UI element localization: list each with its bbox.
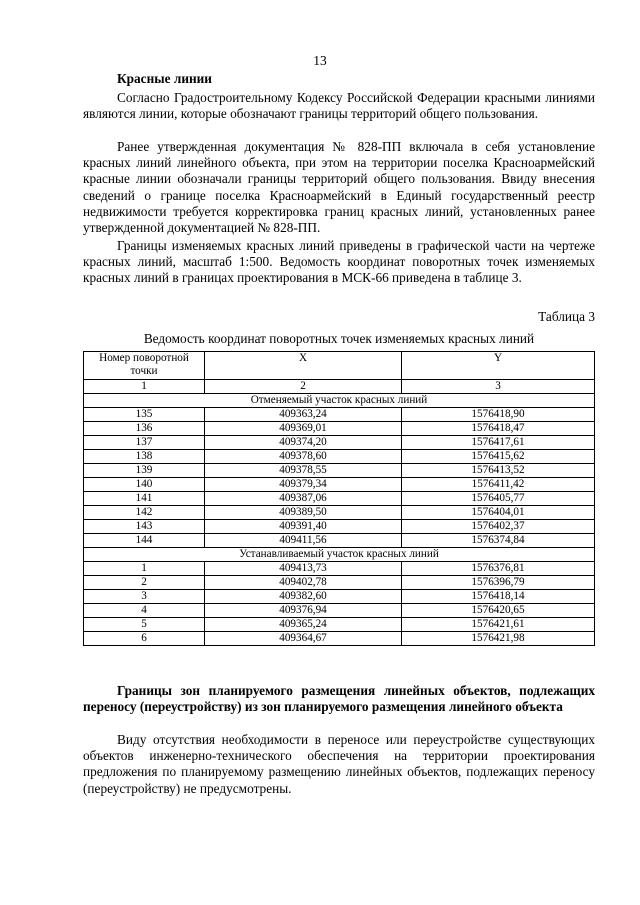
header-point-number: Номер поворотной точки bbox=[84, 352, 205, 380]
point-cell: 143 bbox=[84, 520, 205, 534]
table-row bbox=[84, 478, 595, 492]
x-cell: 409363,24 bbox=[205, 408, 402, 422]
coordinates-table bbox=[83, 351, 595, 646]
point-cell: 6 bbox=[84, 632, 205, 646]
point-cell: 3 bbox=[84, 590, 205, 604]
y-cell: 1576418,90 bbox=[402, 408, 595, 422]
x-cell: 409382,60 bbox=[205, 590, 402, 604]
point-cell: 1 bbox=[84, 562, 205, 576]
table-row bbox=[84, 618, 595, 632]
y-cell: 1576421,98 bbox=[402, 632, 595, 646]
x-cell: 409379,34 bbox=[205, 478, 402, 492]
x-cell: 409374,20 bbox=[205, 436, 402, 450]
col-number-3: 3 bbox=[402, 380, 595, 394]
x-cell: 409411,56 bbox=[205, 534, 402, 548]
x-cell: 409376,94 bbox=[205, 604, 402, 618]
point-cell: 138 bbox=[84, 450, 205, 464]
point-cell: 136 bbox=[84, 422, 205, 436]
y-cell: 1576415,62 bbox=[402, 450, 595, 464]
x-cell: 409369,01 bbox=[205, 422, 402, 436]
section-heading-red-lines: Красные линии bbox=[117, 71, 212, 86]
group-row-cancelled bbox=[84, 394, 595, 408]
point-cell: 2 bbox=[84, 576, 205, 590]
point-cell: 135 bbox=[84, 408, 205, 422]
table-row bbox=[84, 520, 595, 534]
table-label: Таблица 3 bbox=[538, 309, 595, 324]
y-cell: 1576413,52 bbox=[402, 464, 595, 478]
point-cell: 5 bbox=[84, 618, 205, 632]
y-cell: 1576404,01 bbox=[402, 506, 595, 520]
point-cell: 4 bbox=[84, 604, 205, 618]
table-row bbox=[84, 464, 595, 478]
point-cell: 137 bbox=[84, 436, 205, 450]
table-row bbox=[84, 436, 595, 450]
paragraph-3: Границы изменяемых красных линий приведены в графической части на чертеже красных линий, масштаб 1:500. Ведомость координат поворотных точек изменяемых красных линий в границах проектирования в МСК-66 приведена в таблице 3. bbox=[83, 238, 595, 286]
table-row bbox=[84, 576, 595, 590]
group-title-established: Устанавливаемый участок красных линий bbox=[84, 548, 595, 562]
y-cell: 1576417,61 bbox=[402, 436, 595, 450]
point-cell: 142 bbox=[84, 506, 205, 520]
y-cell: 1576374,84 bbox=[402, 534, 595, 548]
y-cell: 1576421,61 bbox=[402, 618, 595, 632]
table-row bbox=[84, 450, 595, 464]
x-cell: 409391,40 bbox=[205, 520, 402, 534]
point-cell: 139 bbox=[84, 464, 205, 478]
section-heading-relocation: Границы зон планируемого размещения линейных объектов, подлежащих переносу (переустройству) из зон планируемого размещения линейного объекта bbox=[83, 683, 595, 715]
table-row bbox=[84, 562, 595, 576]
column-number-row bbox=[84, 380, 595, 394]
point-cell: 141 bbox=[84, 492, 205, 506]
paragraph-4: Виду отсутствия необходимости в переносе или переустройстве существующих объектов инженерно-технического обеспечения на территории проектирования предложения по планируемому размещению линейных объектов, подлежащих переносу (переустройству) не предусмотрены. bbox=[83, 732, 595, 796]
col-number-2: 2 bbox=[205, 380, 402, 394]
table-row bbox=[84, 590, 595, 604]
table-row bbox=[84, 506, 595, 520]
page-number: 13 bbox=[313, 53, 327, 68]
table-row bbox=[84, 422, 595, 436]
table-row bbox=[84, 408, 595, 422]
table-row bbox=[84, 604, 595, 618]
x-cell: 409402,78 bbox=[205, 576, 402, 590]
y-cell: 1576418,14 bbox=[402, 590, 595, 604]
y-cell: 1576402,37 bbox=[402, 520, 595, 534]
group-row-established bbox=[84, 548, 595, 562]
header-y: Y bbox=[402, 352, 595, 380]
x-cell: 409364,67 bbox=[205, 632, 402, 646]
x-cell: 409378,60 bbox=[205, 450, 402, 464]
y-cell: 1576418,47 bbox=[402, 422, 595, 436]
point-cell: 140 bbox=[84, 478, 205, 492]
x-cell: 409389,50 bbox=[205, 506, 402, 520]
header-x: X bbox=[205, 352, 402, 380]
point-cell: 144 bbox=[84, 534, 205, 548]
table-title: Ведомость координат поворотных точек изменяемых красных линий bbox=[143, 331, 535, 346]
col-number-1: 1 bbox=[84, 380, 205, 394]
y-cell: 1576411,42 bbox=[402, 478, 595, 492]
paragraph-2: Ранее утвержденная документация № 828-ПП включала в себя установление красных линий линейного объекта, при этом на территории поселка Красноармейский красные линии обозначали границы территорий общего пользования. Ввиду внесения сведений о границе поселка Красноармейский в Единый государственный реестр недвижимости требуется корректировка границ красных линий, установленных ранее утвержденной документацией № 828-ПП. bbox=[83, 139, 595, 236]
x-cell: 409413,73 bbox=[205, 562, 402, 576]
y-cell: 1576396,79 bbox=[402, 576, 595, 590]
y-cell: 1576405,77 bbox=[402, 492, 595, 506]
table-row bbox=[84, 492, 595, 506]
group-title-cancelled: Отменяемый участок красных линий bbox=[84, 394, 595, 408]
x-cell: 409387,06 bbox=[205, 492, 402, 506]
y-cell: 1576376,81 bbox=[402, 562, 595, 576]
y-cell: 1576420,65 bbox=[402, 604, 595, 618]
paragraph-1: Согласно Градостроительному Кодексу Российской Федерации красными линиями являются линии, которые обозначают границы территорий общего пользования. bbox=[83, 90, 595, 122]
x-cell: 409365,24 bbox=[205, 618, 402, 632]
x-cell: 409378,55 bbox=[205, 464, 402, 478]
table-row bbox=[84, 632, 595, 646]
table-row bbox=[84, 534, 595, 548]
table-header-row bbox=[84, 352, 595, 380]
